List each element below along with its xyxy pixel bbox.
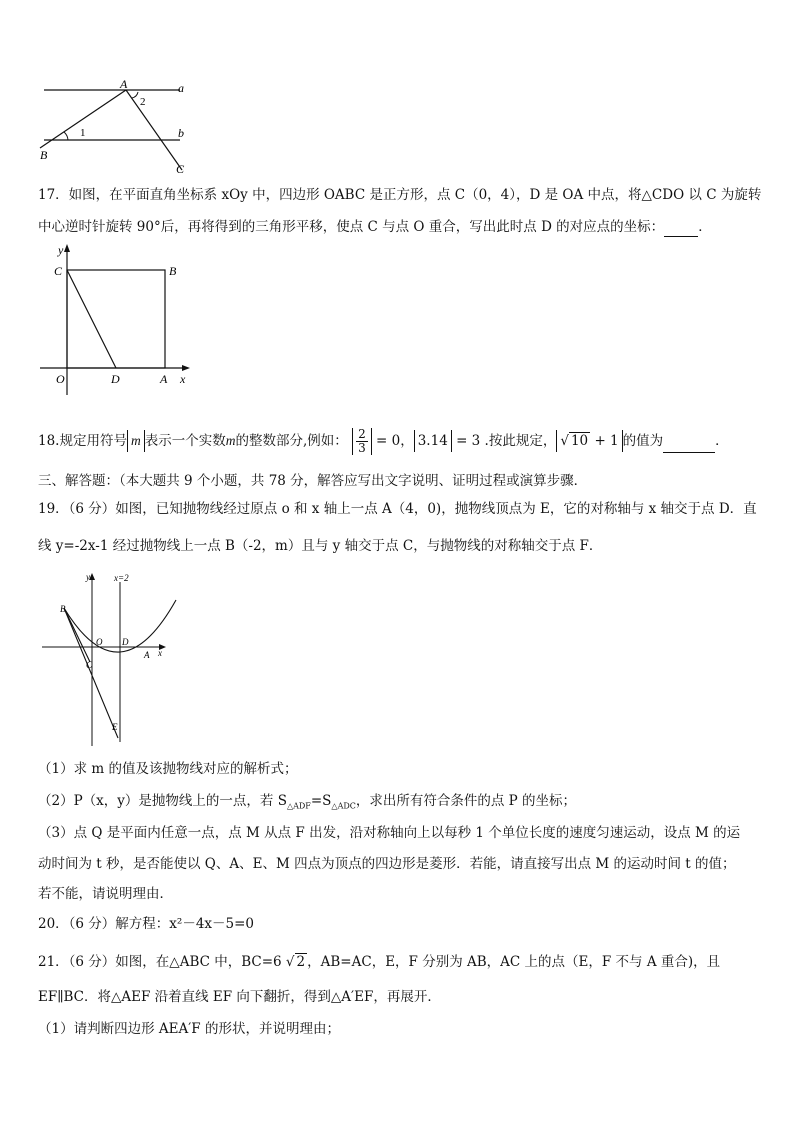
label-A: A xyxy=(120,78,128,91)
label-x2: x=2 xyxy=(114,573,129,583)
q18-frac xyxy=(356,428,368,455)
label-E: E xyxy=(112,722,118,732)
q19-sub2-c: ，求出所有符合条件的点 P 的坐标； xyxy=(355,793,577,809)
label-B: B xyxy=(40,148,48,162)
label-y: y xyxy=(58,243,64,257)
label-x: x xyxy=(158,648,162,658)
q18-sqrt-bracket: √ 10 + 1 xyxy=(556,430,622,452)
label-x: x xyxy=(180,372,186,386)
q19-sub2-sub2: △ADC xyxy=(331,801,356,811)
q19-sub2 xyxy=(38,792,576,816)
q21-sqrt: 2 xyxy=(296,954,306,970)
label-O: O xyxy=(96,637,103,647)
q19-sub2-sub1: △ADF xyxy=(286,801,311,811)
q19-sub2-b: =S xyxy=(310,793,332,809)
figure-q16 xyxy=(30,78,200,176)
label-A: A xyxy=(160,372,168,386)
label-D: D xyxy=(111,372,120,386)
q21-line2: EF∥BC．将△AEF 沿着直线 EF 向下翻折，得到△A′EF，再展开． xyxy=(38,989,441,1005)
label-b: b xyxy=(178,126,184,140)
q18-prefix: 18.规定用符号 xyxy=(38,433,127,449)
figure-q17 xyxy=(36,240,196,400)
q18 xyxy=(38,427,729,455)
q18-eq3: = 3 .按此规定， xyxy=(456,433,557,449)
section-header: 三、解答题：（本大题共 9 个小题，共 78 分，解答应写出文字说明、证明过程或演算步骤． xyxy=(38,473,588,489)
q18-mid: 表示一个实数 xyxy=(144,433,226,449)
q21-line1-b: ，AB=AC，E，F 分别为 AB，AC 上的点（E，F 不与 A 重合)，且 xyxy=(307,954,721,970)
label-O: O xyxy=(56,372,65,386)
q21-line1-a: 21．（6 分）如图，在△ABC 中，BC=6 xyxy=(38,954,282,970)
q19-sub3-line1: （3）点 Q 是平面内任意一点，点 M 从点 F 出发，沿对称轴向上以每秒 1 个单位长度的速度匀速运动，设点 M 的运 xyxy=(38,825,741,841)
label-B: B xyxy=(60,604,66,614)
q19-sub1: （1）求 m 的值及该抛物线对应的解析式； xyxy=(38,761,298,777)
q18-plus: + 1 xyxy=(594,433,619,449)
q17-line2-end: ． xyxy=(698,219,712,235)
label-C: C xyxy=(54,264,63,278)
label-B: B xyxy=(169,264,177,278)
q19-line2: 线 y=-2x-1 经过抛物线上一点 B（-2，m）且与 y 轴交于点 C，与抛物线的对称轴交于点 F． xyxy=(38,538,603,554)
q18-sqrt: 10 xyxy=(570,433,589,449)
q18-frac-bracket xyxy=(352,428,372,455)
q18-bracket-m: m xyxy=(127,430,145,452)
label-angle-2: 2 xyxy=(140,96,146,108)
figure-q19 xyxy=(40,570,190,750)
frac-den: 3 xyxy=(358,441,366,455)
label-y: y xyxy=(86,572,90,582)
q19-sub3-line3: 若不能，请说明理由． xyxy=(38,886,173,902)
label-D: D xyxy=(122,637,129,647)
label-C: C xyxy=(86,660,93,670)
q19-sub2-a: （2）P（x，y）是抛物线上的一点，若 S xyxy=(38,793,287,809)
q18-eq0: = 0， xyxy=(376,433,414,449)
answer-blank xyxy=(663,430,715,453)
q17-line2 xyxy=(38,218,712,237)
label-A: A xyxy=(144,650,150,660)
q18-mid2: 的整数部分,例如： xyxy=(235,433,348,449)
q18-m: m xyxy=(225,433,236,448)
label-a: a xyxy=(178,81,184,95)
q18-bracket-314: 3.14 xyxy=(414,430,452,452)
label-angle-1: 1 xyxy=(80,127,86,139)
q21-line1: 21．（6 分）如图，在△ABC 中，BC=6 √ 2 ，AB=AC，E，F 分别为 AB，AC 上的点（E，F 不与 A 重合)，且 xyxy=(38,954,721,970)
label-C: C xyxy=(176,162,185,176)
q17-line2-text: 中心逆时针旋转 90°后，再将得到的三角形平移，使点 C 与点 O 重合，写出此时点 D 的对应点的坐标： xyxy=(38,219,665,235)
q19-sub3-line2: 动时间为 t 秒，是否能使以 Q、A、E、M 四点为顶点的四边形是菱形．若能，请直接写出点 M 的运动时间 t 的值； xyxy=(38,856,736,872)
q18-suffix: 的值为 xyxy=(622,433,664,449)
q21-sub1: （1）请判断四边形 AEA′F 的形状，并说明理由； xyxy=(38,1021,340,1037)
q19-line1: 19．（6 分）如图，已知抛物线经过原点 o 和 x 轴上一点 A（4，0)，抛物线顶点为 E，它的对称轴与 x 轴交于点 D．直 xyxy=(38,501,757,517)
q18-end: ． xyxy=(715,433,729,449)
answer-blank xyxy=(664,218,698,237)
q20: 20．（6 分）解方程：x²－4x－5=0 xyxy=(38,916,255,932)
frac-num: 2 xyxy=(358,427,366,441)
q17-line1: 17．如图，在平面直角坐标系 xOy 中，四边形 OABC 是正方形，点 C（0，4），D 是 OA 中点，将△CDO 以 C 为旋转 xyxy=(38,187,762,203)
